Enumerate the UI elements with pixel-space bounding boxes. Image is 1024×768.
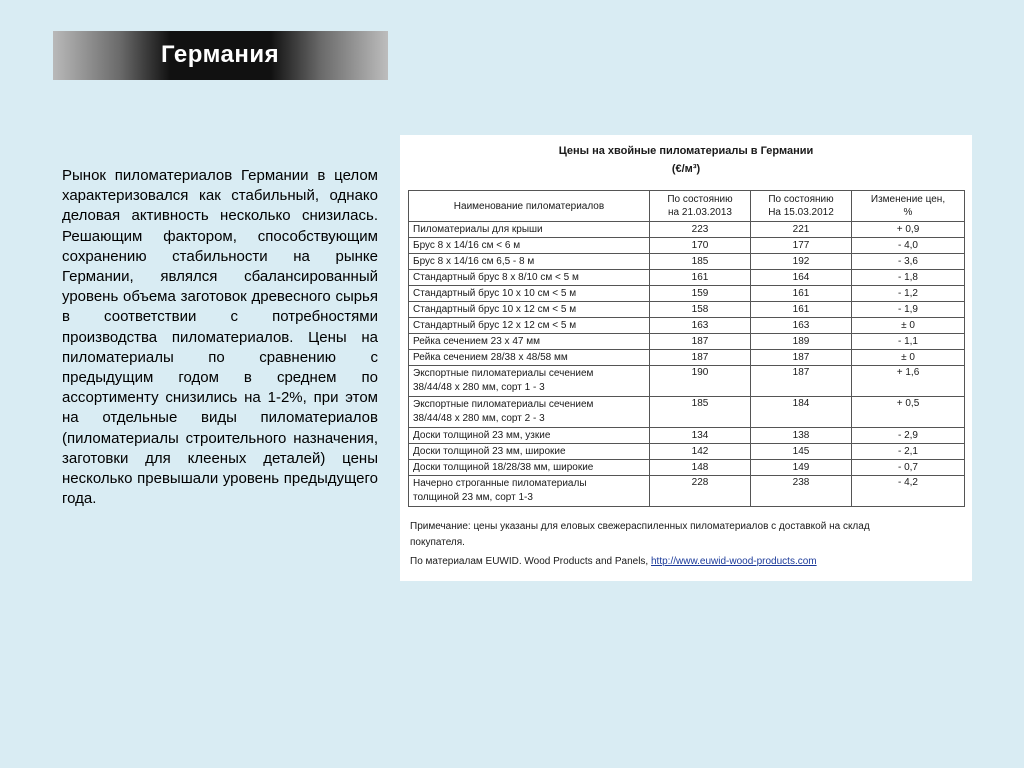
source-link[interactable]: http://www.euwid-wood-products.com: [650, 556, 817, 567]
cell-2012: 184: [751, 397, 852, 428]
table-header-row: [409, 191, 965, 222]
table-source: [410, 556, 817, 567]
cell-2013: 185: [650, 397, 751, 428]
table-row: [409, 270, 965, 286]
cell-2012: 164: [751, 270, 852, 286]
source-text: По материалам EUWID. Wood Products and Panels,: [410, 556, 649, 567]
cell-2012: 238: [751, 476, 852, 507]
cell-2013: 187: [650, 350, 751, 366]
cell-change: - 1,8: [852, 270, 965, 286]
cell-change: - 2,1: [852, 444, 965, 460]
cell-2013: 148: [650, 460, 751, 476]
cell-change: ± 0: [852, 350, 965, 366]
table-row: [409, 222, 965, 238]
cell-name: Доски толщиной 23 мм, узкие: [409, 428, 650, 444]
cell-change: - 1,9: [852, 302, 965, 318]
table-row: [409, 318, 965, 334]
header-change: Изменение цен, %: [852, 191, 965, 222]
cell-2012: 187: [751, 350, 852, 366]
cell-name: Доски толщиной 18/28/38 мм, широкие: [409, 460, 650, 476]
table-row: [409, 286, 965, 302]
cell-name: Брус 8 х 14/16 см 6,5 - 8 м: [409, 254, 650, 270]
table-caption: Цены на хвойные пиломатериалы в Германии: [558, 145, 814, 157]
cell-2013: 134: [650, 428, 751, 444]
header-2012: По состоянию На 15.03.2012: [751, 191, 852, 222]
cell-2013: 190: [650, 366, 751, 397]
price-table-figure: [400, 135, 972, 581]
cell-change: + 0,5: [852, 397, 965, 428]
cell-change: + 0,9: [852, 222, 965, 238]
slide-body-text: Рынок пиломатериалов Германии в целом характеризовался как стабильный, однако деловая активность несколько снизилась. Решающим фактором, способствующим сохранению стабильности на рынке Германии, являлся сбалансированный уровень объема заготовок древесного сырья в соответствии с потребностями производства пиломатериалов. Цены на пиломатериалы по сравнению с предыдущим годом в среднем по ассортименту снизились на 1-2%, при этом на отдельные виды пиломатериалов (пиломатериалы строительного назначения, заготовки для клееных деталей) цены несколько превышали уровень предыдущего года.: [62, 167, 378, 508]
cell-name: Рейка сечением 28/38 х 48/58 мм: [409, 350, 650, 366]
table-unit: (€/м³): [671, 163, 701, 175]
cell-2013: 170: [650, 238, 751, 254]
cell-2012: 189: [751, 334, 852, 350]
table-row: [409, 476, 965, 507]
table-row: [409, 302, 965, 318]
cell-change: - 4,0: [852, 238, 965, 254]
cell-2013: 159: [650, 286, 751, 302]
cell-name: Стандартный брус 12 х 12 см < 5 м: [409, 318, 650, 334]
cell-2013: 161: [650, 270, 751, 286]
cell-2012: 161: [751, 286, 852, 302]
cell-2012: 161: [751, 302, 852, 318]
cell-2013: 142: [650, 444, 751, 460]
cell-name: Стандартный брус 10 х 10 см < 5 м: [409, 286, 650, 302]
table-row: [409, 334, 965, 350]
cell-change: - 3,6: [852, 254, 965, 270]
price-table: [408, 190, 965, 507]
cell-2013: 158: [650, 302, 751, 318]
table-row: [409, 238, 965, 254]
cell-name: Пиломатериалы для крыши: [409, 222, 650, 238]
slide-title: Германия: [161, 41, 280, 68]
cell-2012: 221: [751, 222, 852, 238]
cell-2013: 228: [650, 476, 751, 507]
cell-2012: 187: [751, 366, 852, 397]
table-row: [409, 254, 965, 270]
cell-change: - 4,2: [852, 476, 965, 507]
cell-2013: 187: [650, 334, 751, 350]
cell-2013: 163: [650, 318, 751, 334]
cell-name: Доски толщиной 23 мм, широкие: [409, 444, 650, 460]
cell-name: Стандартный брус 10 х 12 см < 5 м: [409, 302, 650, 318]
cell-name: Экспортные пиломатериалы сечением 38/44/48 х 280 мм, сорт 1 - 3: [409, 366, 650, 397]
cell-2012: 163: [751, 318, 852, 334]
cell-change: - 1,2: [852, 286, 965, 302]
cell-change: - 2,9: [852, 428, 965, 444]
cell-name: Стандартный брус 8 х 8/10 см < 5 м: [409, 270, 650, 286]
cell-change: - 1,1: [852, 334, 965, 350]
cell-name: Экспортные пиломатериалы сечением 38/44/48 х 280 мм, сорт 2 - 3: [409, 397, 650, 428]
table-row: [409, 397, 965, 428]
cell-2012: 149: [751, 460, 852, 476]
header-2013: По состоянию на 21.03.2013: [650, 191, 751, 222]
cell-2012: 145: [751, 444, 852, 460]
table-note: Примечание: цены указаны для еловых свежераспиленных пиломатериалов с доставкой на склад покупателя.: [410, 521, 870, 548]
cell-name: Рейка сечением 23 х 47 мм: [409, 334, 650, 350]
cell-change: + 1,6: [852, 366, 965, 397]
title-banner: [53, 31, 388, 80]
table-row: [409, 428, 965, 444]
table-row: [409, 460, 965, 476]
cell-name: Брус 8 х 14/16 см < 6 м: [409, 238, 650, 254]
cell-change: - 0,7: [852, 460, 965, 476]
cell-2013: 185: [650, 254, 751, 270]
header-name: Наименование пиломатериалов: [409, 191, 650, 222]
cell-name: Начерно строганные пиломатериалы толщиной 23 мм, сорт 1-3: [409, 476, 650, 507]
cell-2012: 192: [751, 254, 852, 270]
table-row: [409, 366, 965, 397]
cell-2012: 138: [751, 428, 852, 444]
cell-change: ± 0: [852, 318, 965, 334]
table-row: [409, 350, 965, 366]
table-row: [409, 444, 965, 460]
cell-2012: 177: [751, 238, 852, 254]
cell-2013: 223: [650, 222, 751, 238]
